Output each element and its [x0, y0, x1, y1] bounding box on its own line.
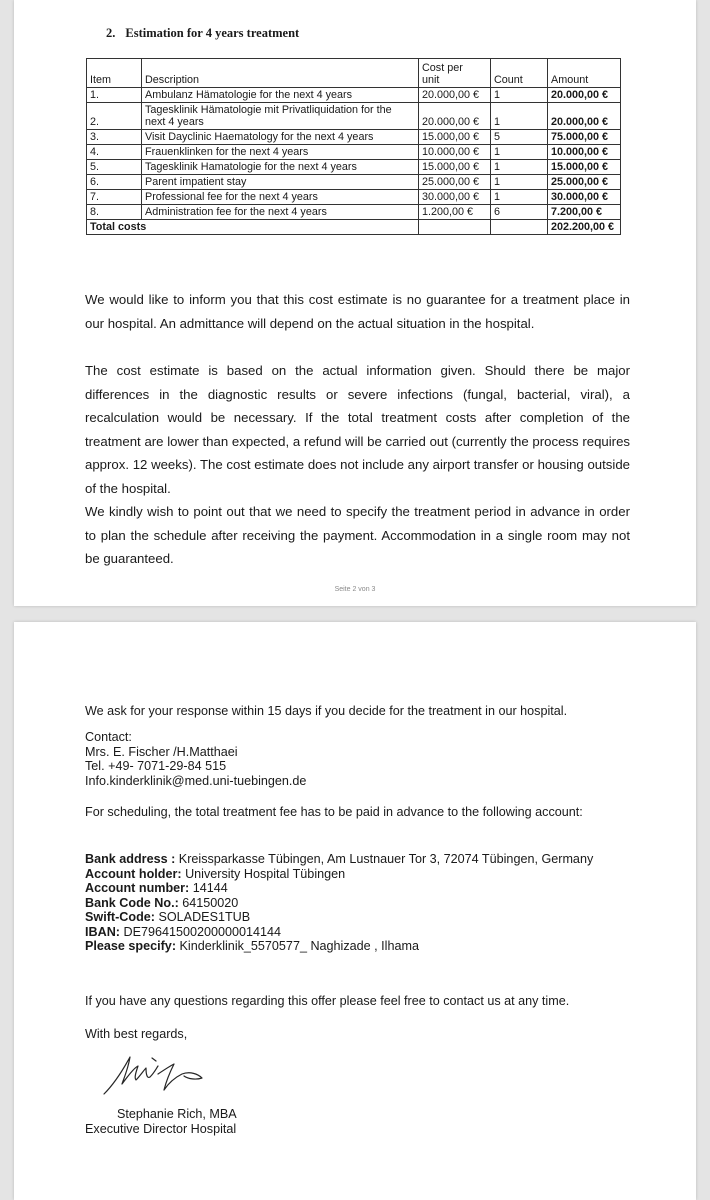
- row-description: Ambulanz Hämatologie for the next 4 years: [142, 88, 419, 103]
- row-count: 1: [491, 88, 548, 103]
- row-amount: 30.000,00 €: [548, 190, 621, 205]
- total-empty-cell: [419, 220, 491, 235]
- row-count: 1: [491, 175, 548, 190]
- header-amount: Amount: [548, 59, 621, 88]
- row-amount: 20.000,00 €: [548, 103, 621, 130]
- row-item: 2.: [87, 103, 142, 130]
- header-cost-line1: Cost per: [422, 62, 463, 74]
- table-row: [87, 175, 621, 190]
- table-row: [87, 88, 621, 103]
- section-title-text: Estimation for 4 years treatment: [125, 26, 300, 40]
- payment-reference-value: Kinderklinik_5570577_ Naghizade , Ilhama: [179, 939, 419, 953]
- handwritten-signature: [98, 1054, 222, 1098]
- section-number: 2.: [106, 26, 116, 40]
- row-cost: 15.000,00 €: [419, 160, 491, 175]
- row-cost: 20.000,00 €: [419, 103, 491, 130]
- account-number-line: [85, 881, 600, 896]
- row-amount: 25.000,00 €: [548, 175, 621, 190]
- row-description: Administration fee for the next 4 years: [142, 205, 419, 220]
- table-row: [87, 145, 621, 160]
- contact-block: [85, 730, 645, 788]
- closing-greeting: With best regards,: [85, 1027, 188, 1041]
- bank-address-label: Bank address :: [85, 852, 176, 866]
- header-cost-per-unit: [419, 59, 491, 88]
- row-cost: 15.000,00 €: [419, 130, 491, 145]
- row-count: 5: [491, 130, 548, 145]
- account-number-value: 14144: [192, 881, 228, 895]
- row-item: 6.: [87, 175, 142, 190]
- row-cost: 25.000,00 €: [419, 175, 491, 190]
- payment-reference-label: Please specify:: [85, 939, 177, 953]
- contact-phone: Tel. +49- 7071-29-84 515: [85, 759, 227, 773]
- row-cost: 1.200,00 €: [419, 205, 491, 220]
- table-row: [87, 130, 621, 145]
- page-number: Seite 2 von 3: [334, 586, 376, 593]
- guarantee-paragraph: We would like to inform you that this cost estimate is no guarantee for a treatment place in our hospital. An admittance will depend on the actual situation in the hospital.: [85, 292, 630, 331]
- signer-block: [85, 1107, 645, 1136]
- signer-name: Stephanie Rich, MBA: [117, 1107, 237, 1121]
- bank-code-value: 64150020: [182, 895, 239, 910]
- row-item: 7.: [87, 190, 142, 205]
- row-count: 1: [491, 103, 548, 130]
- document-page-2: [14, 0, 696, 606]
- contact-label: Contact:: [85, 730, 132, 744]
- bank-code-label: Bank Code No.:: [85, 895, 179, 910]
- row-item: 3.: [87, 130, 142, 145]
- table-row: [87, 205, 621, 220]
- account-number-label: Account number:: [85, 881, 190, 895]
- header-cost-line2: unit: [422, 74, 440, 86]
- row-item: 4.: [87, 145, 142, 160]
- row-item: 5.: [87, 160, 142, 175]
- table-row: [87, 160, 621, 175]
- row-count: 6: [491, 205, 548, 220]
- row-cost: 30.000,00 €: [419, 190, 491, 205]
- contact-names: Mrs. E. Fischer /H.Matthaei: [85, 744, 238, 759]
- cost-estimation-table: [86, 58, 621, 235]
- row-cost: 20.000,00 €: [419, 88, 491, 103]
- iban-label: IBAN:: [85, 924, 120, 939]
- signer-title: Executive Director Hospital: [85, 1121, 237, 1136]
- row-description: Tagesklinik Hamatologie for the next 4 years: [142, 160, 419, 175]
- table-row: [87, 103, 621, 130]
- account-holder-label: Account holder:: [85, 866, 182, 881]
- iban-value: DE79641500200000014144: [123, 924, 282, 939]
- contact-email: Info.kinderklinik@med.uni-tuebingen.de: [85, 773, 307, 788]
- questions-note: If you have any questions regarding this offer please feel free to contact us at any time.: [85, 994, 570, 1008]
- total-empty-cell: [491, 220, 548, 235]
- bank-code-line: [85, 896, 600, 911]
- account-holder-value: University Hospital Tübingen: [185, 866, 346, 881]
- header-description: Description: [142, 59, 419, 88]
- table-total-row: [87, 220, 621, 235]
- table-header-row: [87, 59, 621, 88]
- bank-details: [85, 852, 600, 954]
- total-label: Total costs: [87, 220, 419, 235]
- header-count: Count: [491, 59, 548, 88]
- section-title: [106, 26, 299, 41]
- swift-code-value: SOLADES1TUB: [158, 910, 251, 924]
- bank-address-line: [85, 852, 600, 867]
- row-amount: 10.000,00 €: [548, 145, 621, 160]
- document-page-3: [14, 622, 696, 1200]
- swift-code-line: [85, 910, 600, 925]
- row-amount: 15.000,00 €: [548, 160, 621, 175]
- response-request: We ask for your response within 15 days if you decide for the treatment in our hospital.: [85, 704, 568, 718]
- payment-reference-line: [85, 939, 600, 954]
- cost-basis-paragraph: The cost estimate is based on the actual information given. Should there be major differences in the diagnostic results or severe infections (fungal, bacterial, viral), a recalculation would be necessary. If the total treatment costs after completion of the treatment are lower than expected, a refund will be carried out (currently the process requires approx. 12 weeks). The cost estimate does not include any airport transfer or housing outside of the hospital.: [85, 363, 630, 496]
- row-description: Frauenklinken for the next 4 years: [142, 145, 419, 160]
- row-amount: 20.000,00 €: [548, 88, 621, 103]
- row-item: 1.: [87, 88, 142, 103]
- total-amount: 202.200,00 €: [548, 220, 621, 235]
- schedule-paragraph: We kindly wish to point out that we need to specify the treatment period in advance in order to plan the schedule after receiving the payment. Accommodation in a single room may not be guaranteed.: [85, 504, 630, 566]
- bank-address-value: Kreissparkasse Tübingen, Am Lustnauer Tor 3, 72074 Tübingen, Germany: [178, 852, 594, 866]
- iban-line: [85, 925, 600, 940]
- row-item: 8.: [87, 205, 142, 220]
- header-item: Item: [87, 59, 142, 88]
- row-amount: 75.000,00 €: [548, 130, 621, 145]
- swift-code-label: Swift-Code:: [85, 910, 155, 924]
- table-row: [87, 190, 621, 205]
- row-count: 1: [491, 160, 548, 175]
- row-count: 1: [491, 190, 548, 205]
- row-count: 1: [491, 145, 548, 160]
- row-description: Tagesklinik Hämatologie mit Privatliquidation for the next 4 years: [142, 103, 419, 130]
- row-description: Parent impatient stay: [142, 175, 419, 190]
- account-holder-line: [85, 867, 600, 882]
- scheduling-note: For scheduling, the total treatment fee has to be paid in advance to the following account:: [85, 805, 583, 819]
- row-amount: 7.200,00 €: [548, 205, 621, 220]
- row-description: Professional fee for the next 4 years: [142, 190, 419, 205]
- row-cost: 10.000,00 €: [419, 145, 491, 160]
- row-description: Visit Dayclinic Haematology for the next 4 years: [142, 130, 419, 145]
